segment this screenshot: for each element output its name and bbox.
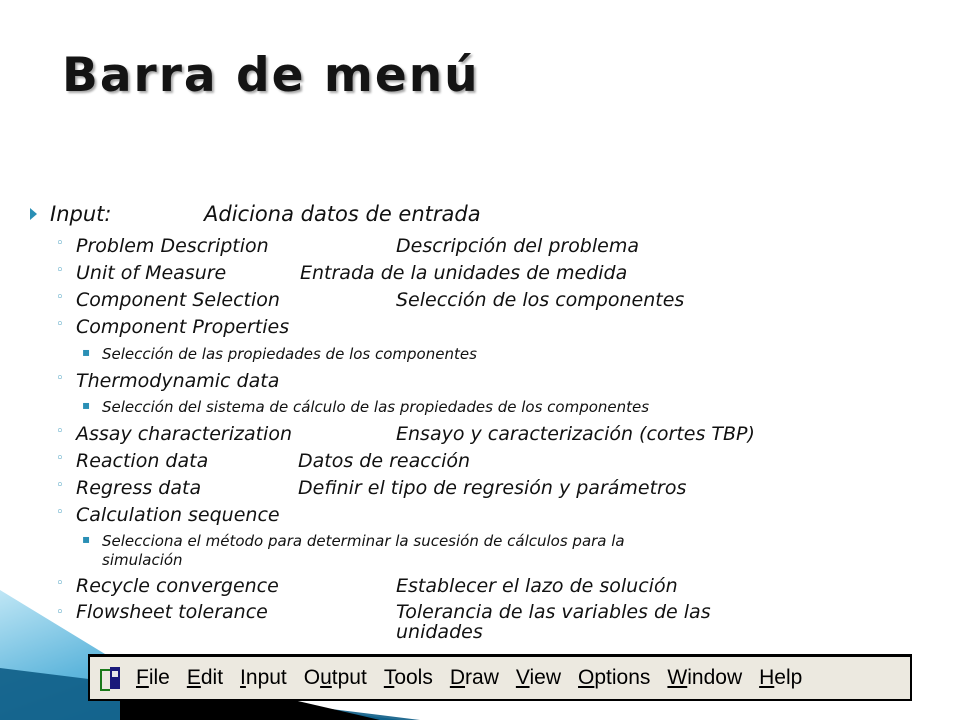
- list-item: [56, 575, 678, 597]
- item-label: Thermodynamic data: [76, 370, 280, 392]
- menu-window[interactable]: Window: [667, 666, 743, 689]
- menu-tools[interactable]: Tools: [383, 666, 433, 689]
- item-label: Calculation sequence: [76, 504, 280, 526]
- sub-item-text: Selección de las propiedades de los componentes: [102, 345, 477, 363]
- item-desc: Tolerancia de las variables de las unidades: [396, 601, 711, 643]
- menu-view[interactable]: View: [515, 666, 562, 689]
- menu-output[interactable]: Output: [303, 666, 367, 689]
- diamond-bullet-icon: ▪: [82, 398, 91, 412]
- circle-bullet-icon: ◦: [56, 371, 64, 386]
- sub-item: [82, 532, 625, 550]
- menu-file[interactable]: File: [136, 666, 170, 689]
- list-item: [56, 477, 687, 499]
- circle-bullet-icon: ◦: [56, 576, 64, 591]
- item-label: Component Properties: [76, 316, 290, 338]
- list-item: [56, 370, 280, 392]
- item-desc: Selección de los componentes: [396, 289, 685, 311]
- sub-item-text: Selección del sistema de cálculo de las propiedades de los componentes: [102, 398, 650, 416]
- item-label: Reaction data: [76, 450, 209, 472]
- menu-options[interactable]: Options: [578, 666, 651, 689]
- menu-bar: [88, 654, 912, 701]
- item-desc: Ensayo y caracterización (cortes TBP): [396, 423, 755, 445]
- item-desc: Entrada de la unidades de medida: [300, 262, 628, 284]
- item-label: Unit of Measure: [76, 262, 227, 284]
- circle-bullet-icon: ◦: [56, 263, 64, 278]
- sub-item-text: simulación: [102, 551, 183, 569]
- input-heading-desc: Adiciona datos de entrada: [204, 202, 481, 226]
- slide-title: Barra de menú: [62, 48, 480, 103]
- item-label: Flowsheet tolerance: [76, 601, 268, 623]
- item-label: Recycle convergence: [76, 575, 279, 597]
- diamond-bullet-icon: ▪: [82, 532, 91, 546]
- list-item: [56, 289, 685, 311]
- item-label: Problem Description: [76, 235, 269, 257]
- item-desc: Datos de reacción: [298, 450, 471, 472]
- menu-help[interactable]: Help: [759, 666, 803, 689]
- item-desc: Establecer el lazo de solución: [396, 575, 678, 597]
- circle-bullet-icon: ◦: [56, 478, 64, 493]
- menu-draw[interactable]: Draw: [449, 666, 499, 689]
- circle-bullet-icon: ◦: [56, 290, 64, 305]
- list-item: [56, 235, 639, 257]
- circle-bullet-icon: ◦: [56, 317, 64, 332]
- list-item: [56, 601, 776, 643]
- list-item: [56, 262, 628, 284]
- sub-item: [82, 398, 650, 416]
- list-item: [56, 504, 280, 526]
- circle-bullet-icon: ◦: [56, 451, 64, 466]
- sub-item: [82, 345, 477, 363]
- circle-bullet-icon: ◦: [56, 236, 64, 251]
- item-label: Regress data: [76, 477, 202, 499]
- item-desc: Descripción del problema: [396, 235, 639, 257]
- list-item: [56, 423, 755, 445]
- circle-bullet-icon: ◦: [56, 605, 64, 620]
- sub-item-continued: [102, 551, 183, 569]
- item-label: Component Selection: [76, 289, 280, 311]
- menu-input[interactable]: Input: [240, 666, 287, 689]
- circle-bullet-icon: ◦: [56, 505, 64, 520]
- input-heading: [50, 202, 481, 226]
- diamond-bullet-icon: ▪: [82, 345, 91, 359]
- sub-item-text: Selecciona el método para determinar la sucesión de cálculos para la: [102, 532, 625, 550]
- circle-bullet-icon: ◦: [56, 424, 64, 439]
- input-heading-label: Input:: [50, 202, 112, 226]
- list-item: [56, 316, 290, 338]
- list-item: [56, 450, 471, 472]
- arrow-bullet-icon: [30, 208, 37, 220]
- item-label: Assay characterization: [76, 423, 292, 445]
- menu-edit[interactable]: Edit: [186, 666, 224, 689]
- item-desc: Definir el tipo de regresión y parámetros: [298, 477, 687, 499]
- app-icon[interactable]: [98, 665, 124, 691]
